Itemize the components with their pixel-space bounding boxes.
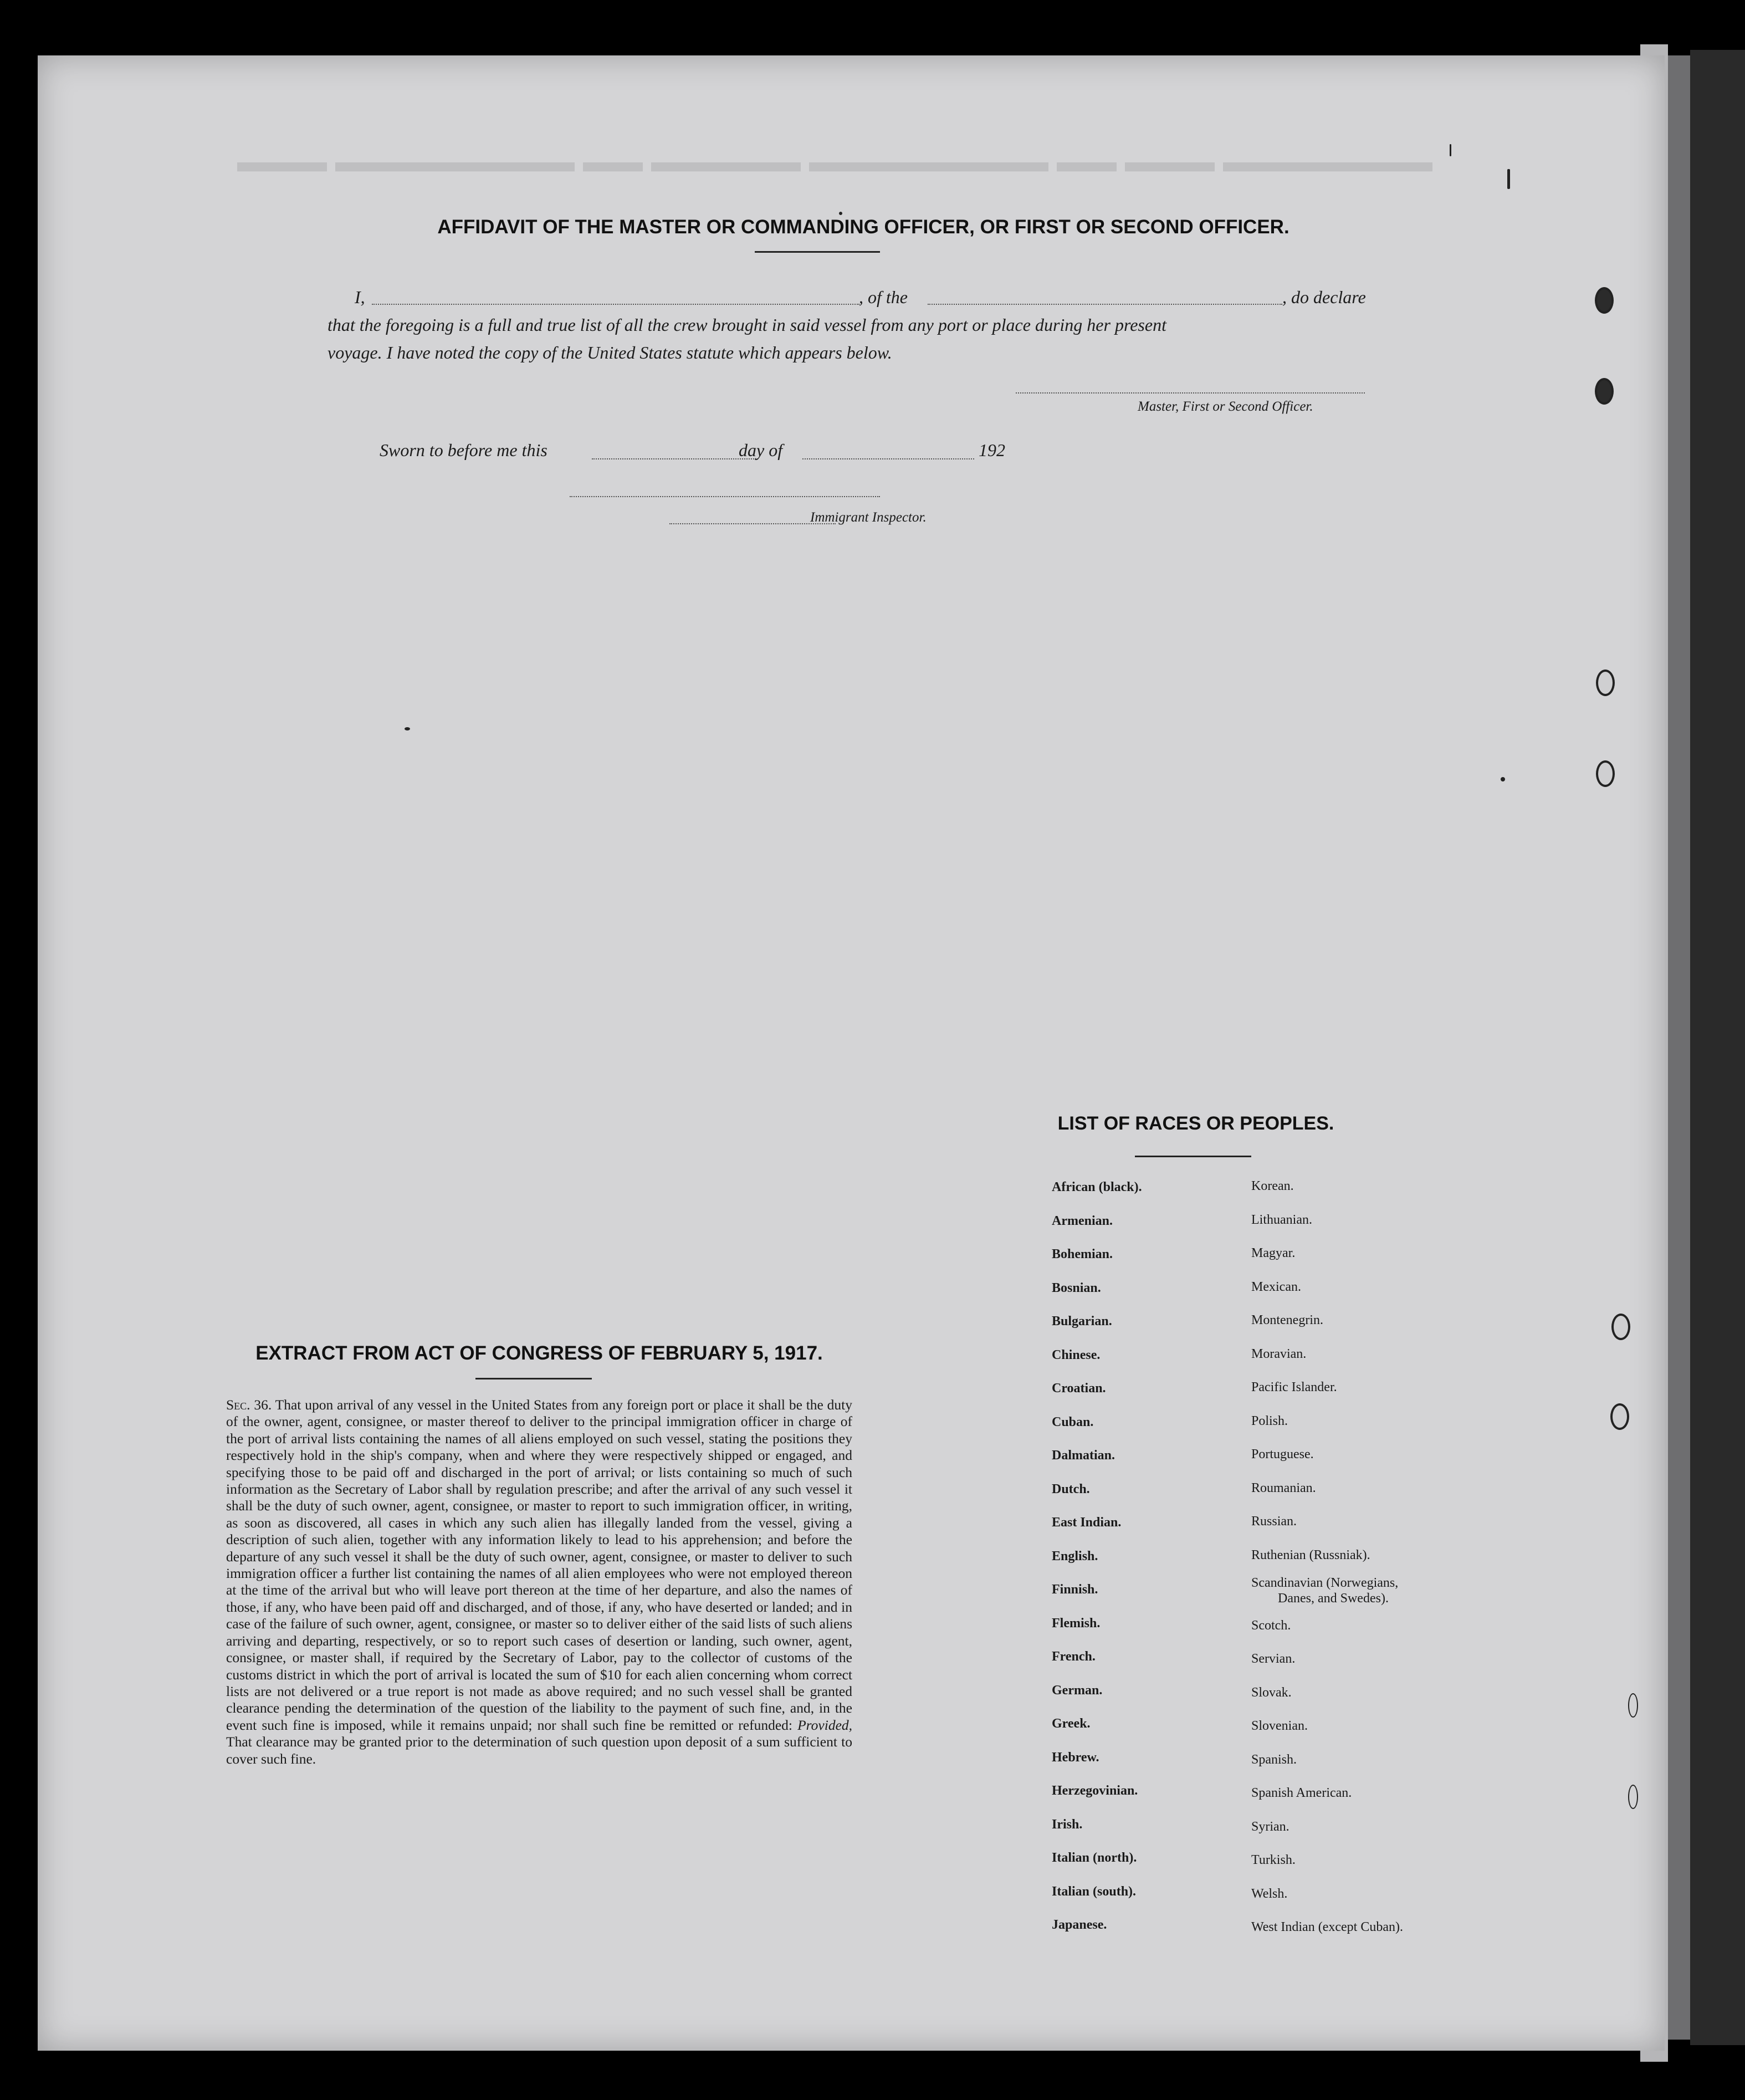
race-item: Welsh. xyxy=(1251,1886,1288,1901)
page-edge-shadow xyxy=(1668,55,1690,2040)
race-item: Spanish. xyxy=(1251,1752,1297,1767)
bleed-through: ▬▬▬ ▬▬▬▬▬▬▬▬ ▬▬ ▬▬▬▬▬ ▬▬▬▬▬▬▬▬ ▬▬ ▬▬▬ ▬▬▬▬▬▬▬ xyxy=(237,156,1433,189)
punch-hole-icon xyxy=(1611,1314,1630,1340)
race-item: Russian. xyxy=(1251,1514,1297,1529)
declare-do: , do declare xyxy=(1282,287,1366,307)
affidavit-title: AFFIDAVIT OF THE MASTER OR COMMANDING OFFICER, OR FIRST OR SECOND OFFICER. xyxy=(437,216,1289,238)
race-item: Syrian. xyxy=(1251,1819,1289,1834)
race-item: Italian (south). xyxy=(1052,1884,1137,1899)
race-item: Flemish. xyxy=(1052,1616,1101,1631)
vessel-blank[interactable] xyxy=(928,304,1282,305)
race-item: Greek. xyxy=(1052,1716,1091,1731)
sworn-year: 192 xyxy=(979,440,1005,460)
inspector-label: Immigrant Inspector. xyxy=(810,510,927,525)
signature-blank[interactable] xyxy=(1016,392,1365,394)
section-number: Sec. 36. xyxy=(226,1397,272,1413)
race-item: Korean. xyxy=(1251,1179,1294,1193)
race-item: Montenegrin. xyxy=(1251,1313,1323,1327)
punch-hole-icon xyxy=(1628,1693,1638,1718)
race-item: East Indian. xyxy=(1052,1515,1122,1530)
inspector-signature-blank[interactable] xyxy=(570,496,880,497)
affidavit-line-3: voyage. I have noted the copy of the United States statute which appears below. xyxy=(327,343,892,362)
race-item: Herzegovinian. xyxy=(1052,1784,1138,1798)
affidavit-title-rule xyxy=(755,251,880,253)
race-item: Ruthenian (Russniak). xyxy=(1251,1547,1370,1562)
race-item: Roumanian. xyxy=(1251,1480,1316,1495)
race-item: Finnish. xyxy=(1052,1582,1098,1597)
race-item: Italian (north). xyxy=(1052,1851,1137,1865)
race-item: Cuban. xyxy=(1052,1414,1094,1429)
race-item: Bosnian. xyxy=(1052,1280,1101,1295)
punch-hole-icon xyxy=(1596,670,1615,696)
punch-hole-icon xyxy=(1595,378,1614,405)
race-item: Japanese. xyxy=(1052,1918,1107,1932)
race-item: Scotch. xyxy=(1251,1618,1291,1633)
extract-body xyxy=(226,1397,852,1767)
sworn-day-blank[interactable] xyxy=(592,458,758,459)
race-item-line-2: Danes, and Swedes). xyxy=(1278,1591,1389,1606)
race-item: Croatian. xyxy=(1052,1381,1106,1396)
ink-speck xyxy=(405,727,410,730)
race-item: Polish. xyxy=(1251,1413,1288,1428)
proviso-text: That clearance may be granted prior to the determination of such question upon deposit of a sum sufficient to cover such fine. xyxy=(226,1734,852,1767)
race-item: Pacific Islander. xyxy=(1251,1380,1337,1394)
races-column-2 xyxy=(1251,1169,1403,1944)
sworn-prefix: Sworn to before me this xyxy=(380,440,547,460)
extract-title: EXTRACT FROM ACT OF CONGRESS OF FEBRUARY 5, 1917. xyxy=(255,1342,823,1364)
race-item: Dalmatian. xyxy=(1052,1448,1115,1463)
race-item: Servian. xyxy=(1251,1652,1296,1666)
race-item: French. xyxy=(1052,1649,1096,1664)
race-item: Slovenian. xyxy=(1251,1719,1308,1733)
race-item: Irish. xyxy=(1052,1817,1083,1832)
races-column-1 xyxy=(1052,1171,1142,1942)
document-page xyxy=(38,55,1665,2051)
race-item: Bohemian. xyxy=(1052,1247,1113,1261)
name-blank[interactable] xyxy=(372,304,859,305)
race-item: African (black). xyxy=(1052,1180,1142,1194)
punch-hole-icon xyxy=(1595,287,1614,314)
races-title: LIST OF RACES OR PEOPLES. xyxy=(1057,1113,1334,1134)
ink-speck xyxy=(1450,144,1451,156)
race-item: Hebrew. xyxy=(1052,1750,1099,1765)
race-item-scandinavian xyxy=(1251,1572,1403,1609)
punch-hole-icon xyxy=(1628,1785,1638,1809)
punch-hole-icon xyxy=(1596,760,1615,787)
race-item: Magyar. xyxy=(1251,1246,1296,1260)
section-text: That upon arrival of any vessel in the United States from any foreign port or place it shall be the duty of the owner, agent, consignee, or master thereof to deliver to the principal immigration officer in charge of the port of arrival lists containing the names of all aliens employed on such vessel, stating the positions they respectively hold in the ship's company, when and where they were respectively shipped or engaged, and specifying those to be paid off and discharged in the port of arrival; or lists containing so much of such information as the Secretary of Labor shall by regulation prescribe; and after the arrival of any such vessel it shall be the duty of such owner, agent, consignee, or master to report to such immigration officer, in writing, as soon as discovered, all cases in which any such alien has illegally landed from the vessel, giving a description of such alien, together with any information likely to lead to his apprehension; and before the departure of any such vessel it shall be the duty of such owner, agent, consignee, or master to deliver to such immigration officer a further list containing the names of all alien employees who were not employed thereon at the time of the arrival but who will leave port thereon at the time of her departure, and also the names of those, if any, who have been paid off and discharged, and of those, if any, who have deserted or landed; and in case of the failure of such owner, agent, consignee, or master so to deliver either of the said lists of such aliens arriving and departing, respectively, or so to report such cases of desertion or landing, such owner, agent, consignee, or master shall, if required by the Secretary of Labor, pay to the collector of customs of the customs district in which the port of arrival is located the sum of $10 for each alien concerning whom correct lists are not delivered or a true report is not made as above required; and no such vessel shall be granted clearance pending the determination of the question of the liability to the payment of such fine, and, in the event such fine is imposed, while it remains unpaid; nor shall such fine be remitted or refunded: xyxy=(226,1397,853,1733)
punch-hole-icon xyxy=(1610,1403,1629,1430)
race-item: Spanish American. xyxy=(1251,1786,1352,1800)
race-item: Chinese. xyxy=(1052,1347,1101,1362)
ink-speck xyxy=(1501,777,1505,781)
race-item: Lithuanian. xyxy=(1251,1212,1312,1227)
affidavit-line-2: that the foregoing is a full and true list of all the crew brought in said vessel from any port or place during her present xyxy=(327,315,1166,335)
race-item: Moravian. xyxy=(1251,1346,1307,1361)
race-item: West Indian (except Cuban). xyxy=(1251,1920,1403,1934)
race-item: Slovak. xyxy=(1251,1685,1292,1700)
declare-of: , of the xyxy=(859,287,908,307)
race-item-line-1: Scandinavian (Norwegians, xyxy=(1251,1576,1399,1590)
sworn-month-blank[interactable] xyxy=(802,458,974,459)
race-item: Turkish. xyxy=(1251,1853,1296,1867)
ink-speck xyxy=(1507,169,1510,189)
race-item: Armenian. xyxy=(1052,1213,1113,1228)
race-item: Bulgarian. xyxy=(1052,1314,1112,1329)
race-item: Dutch. xyxy=(1052,1481,1090,1496)
proviso-word: Provided, xyxy=(797,1716,853,1733)
signature-label: Master, First or Second Officer. xyxy=(1138,399,1313,414)
scanner-background xyxy=(1690,50,1745,2045)
races-title-rule xyxy=(1135,1156,1251,1157)
race-item: English. xyxy=(1052,1549,1098,1563)
declare-i: I, xyxy=(355,287,365,307)
extract-title-rule xyxy=(475,1378,592,1379)
sworn-day-of: day of xyxy=(739,440,783,460)
race-item: Portuguese. xyxy=(1251,1447,1314,1462)
race-item: German. xyxy=(1052,1683,1103,1698)
ink-speck xyxy=(839,212,842,215)
race-item: Mexican. xyxy=(1251,1279,1301,1294)
